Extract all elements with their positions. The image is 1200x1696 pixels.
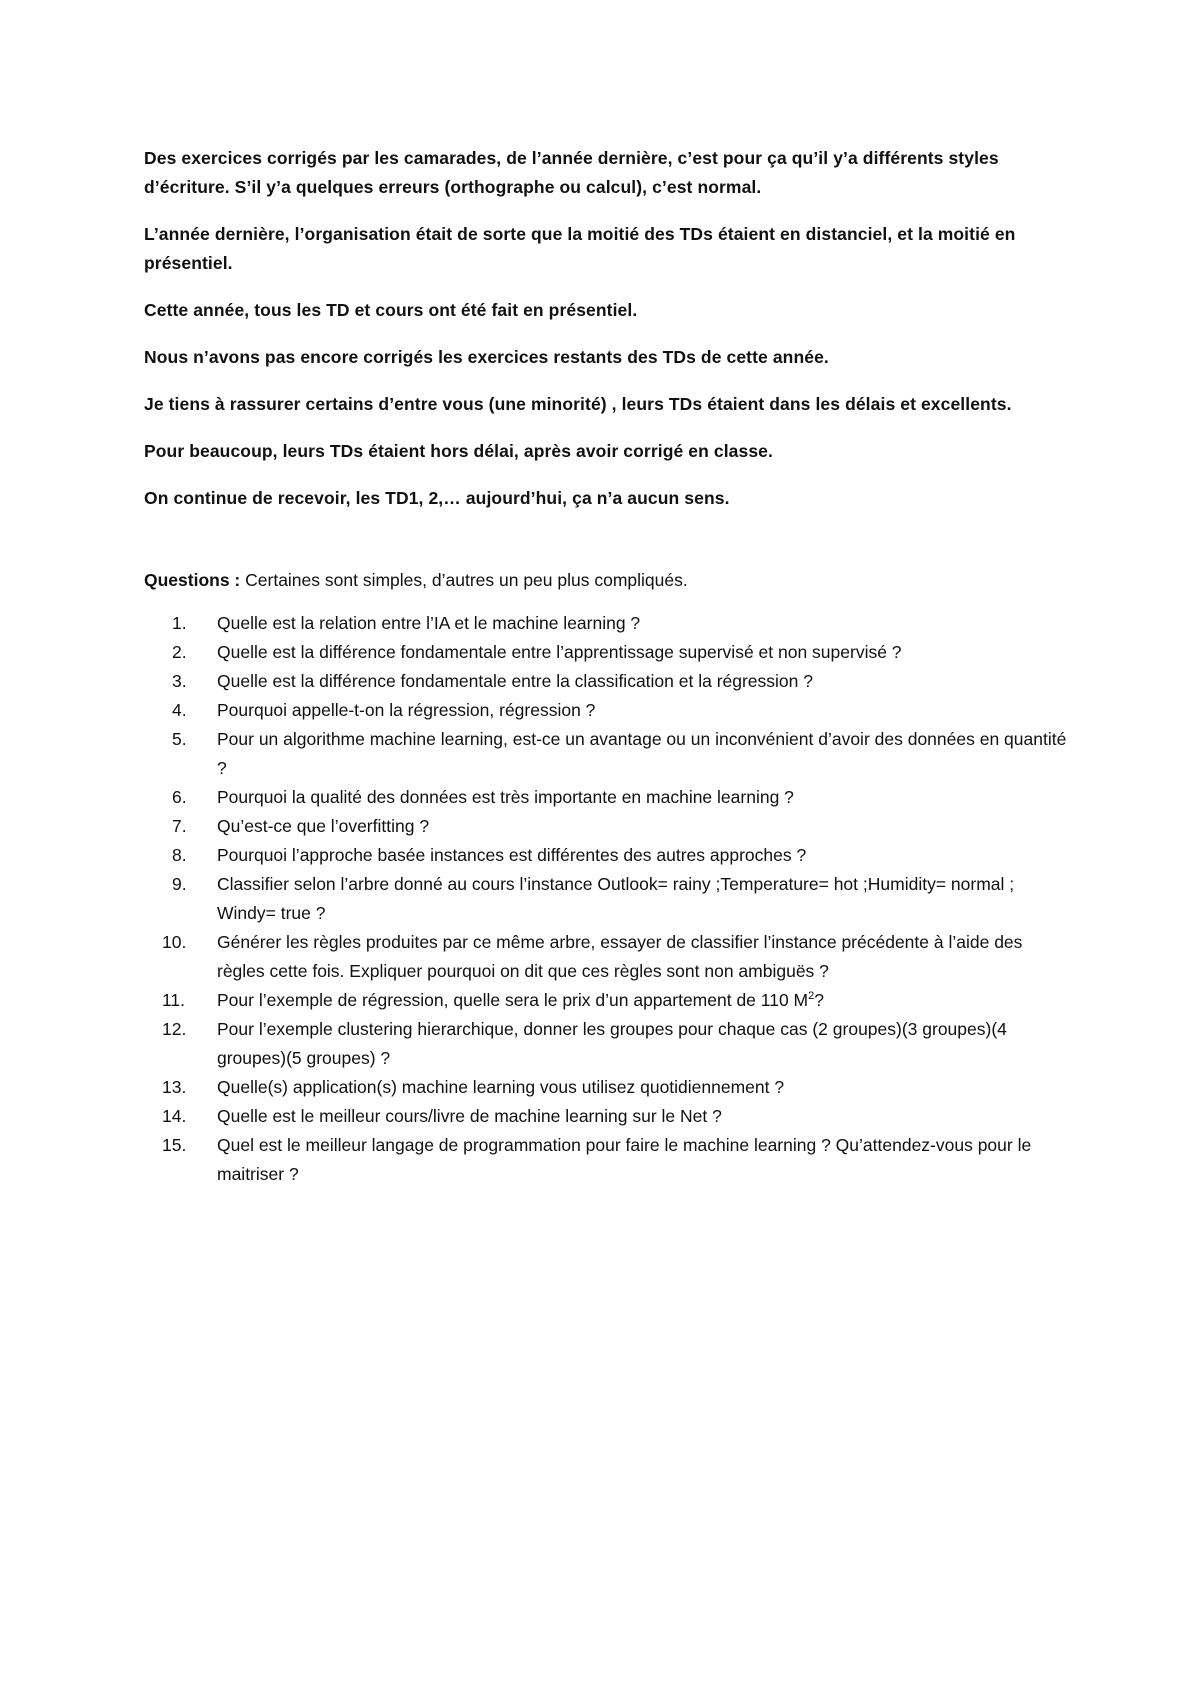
question-text: Classifier selon l’arbre donné au cours l’instance Outlook= rainy ;Temperature= hot ;Humidity= normal ; Windy= true ? xyxy=(217,874,1015,923)
questions-heading-label: Questions : xyxy=(144,570,241,590)
list-item xyxy=(144,667,1074,696)
questions-heading xyxy=(144,566,1074,595)
list-item xyxy=(144,812,1074,841)
list-item xyxy=(144,841,1074,870)
question-text: Pourquoi appelle-t-on la régression, régression ? xyxy=(217,700,596,720)
intro-paragraph: Des exercices corrigés par les camarades, de l’année dernière, c’est pour ça qu’il y’a différents styles d’écriture. S’il y’a quelques erreurs (orthographe ou calcul), c’est normal. xyxy=(144,148,999,197)
question-number: 13. xyxy=(162,1077,187,1097)
question-number: 11. xyxy=(162,990,186,1010)
question-number: 9. xyxy=(172,874,187,894)
intro-paragraph: L’année dernière, l’organisation était de sorte que la moitié des TDs étaient en distanciel, et la moitié en présentiel. xyxy=(144,224,1016,273)
question-number: 6. xyxy=(172,787,187,807)
intro-paragraph: Cette année, tous les TD et cours ont été fait en présentiel. xyxy=(144,300,638,320)
question-number: 5. xyxy=(172,729,187,749)
intro-paragraph: Nous n’avons pas encore corrigés les exercices restants des TDs de cette année. xyxy=(144,347,829,367)
intro-paragraph: On continue de recevoir, les TD1, 2,… aujourd’hui, ça n’a aucun sens. xyxy=(144,488,730,508)
question-number: 7. xyxy=(172,816,187,836)
intro-section xyxy=(144,144,1074,513)
question-text: Pour l’exemple clustering hierarchique, donner les groupes pour chaque cas (2 groupes)(3 groupes)(4 groupes)(5 groupes) ? xyxy=(217,1019,1007,1068)
question-text: Quelle est le meilleur cours/livre de machine learning sur le Net ? xyxy=(217,1106,722,1126)
question-text: Quelle est la différence fondamentale entre l’apprentissage supervisé et non supervisé ? xyxy=(217,642,902,662)
question-number: 1. xyxy=(172,613,187,633)
list-item xyxy=(144,609,1074,638)
list-item xyxy=(144,1073,1074,1102)
intro-paragraph: Je tiens à rassurer certains d’entre vous (une minorité) , leurs TDs étaient dans les délais et excellents. xyxy=(144,394,1012,414)
question-text-suffix: ? xyxy=(814,990,824,1010)
question-number: 10. xyxy=(162,932,187,952)
question-text: Quelle est la différence fondamentale entre la classification et la régression ? xyxy=(217,671,813,691)
question-number: 3. xyxy=(172,671,187,691)
intro-paragraph: Pour beaucoup, leurs TDs étaient hors délai, après avoir corrigé en classe. xyxy=(144,441,773,461)
question-number: 12. xyxy=(162,1019,187,1039)
list-item xyxy=(144,783,1074,812)
list-item xyxy=(144,696,1074,725)
question-number: 15. xyxy=(162,1135,187,1155)
question-text: Quel est le meilleur langage de programmation pour faire le machine learning ? Qu’attendez-vous pour le maitriser ? xyxy=(217,1135,1032,1184)
list-item xyxy=(144,1015,1074,1073)
list-item xyxy=(144,1102,1074,1131)
questions-heading-text: Certaines sont simples, d’autres un peu plus compliqués. xyxy=(240,570,688,590)
question-number: 4. xyxy=(172,700,187,720)
list-item xyxy=(144,986,1074,1015)
question-text: Pourquoi la qualité des données est très importante en machine learning ? xyxy=(217,787,794,807)
question-text: Quelle(s) application(s) machine learning vous utilisez quotidiennement ? xyxy=(217,1077,785,1097)
question-number: 2. xyxy=(172,642,187,662)
list-item xyxy=(144,638,1074,667)
question-text: Quelle est la relation entre l’IA et le machine learning ? xyxy=(217,613,641,633)
question-text: Pourquoi l’approche basée instances est différentes des autres approches ? xyxy=(217,845,807,865)
question-text: Pour un algorithme machine learning, est-ce un avantage ou un inconvénient d’avoir des données en quantité ? xyxy=(217,729,1067,778)
question-text: Pour l’exemple de régression, quelle sera le prix d’un appartement de 110 M xyxy=(217,990,809,1010)
list-item xyxy=(144,870,1074,928)
list-item xyxy=(144,1131,1074,1189)
list-item xyxy=(144,928,1074,986)
questions-list xyxy=(144,609,1074,1189)
question-text: Générer les règles produites par ce même arbre, essayer de classifier l’instance précédente à l’aide des règles cette fois. Expliquer pourquoi on dit que ces règles sont non ambiguës ? xyxy=(217,932,1023,981)
question-number: 14. xyxy=(162,1106,187,1126)
list-item xyxy=(144,725,1074,783)
document-content xyxy=(144,144,1074,1189)
question-text: Qu’est-ce que l’overfitting ? xyxy=(217,816,430,836)
superscript-exponent: 2 xyxy=(808,990,815,1003)
question-number: 8. xyxy=(172,845,187,865)
